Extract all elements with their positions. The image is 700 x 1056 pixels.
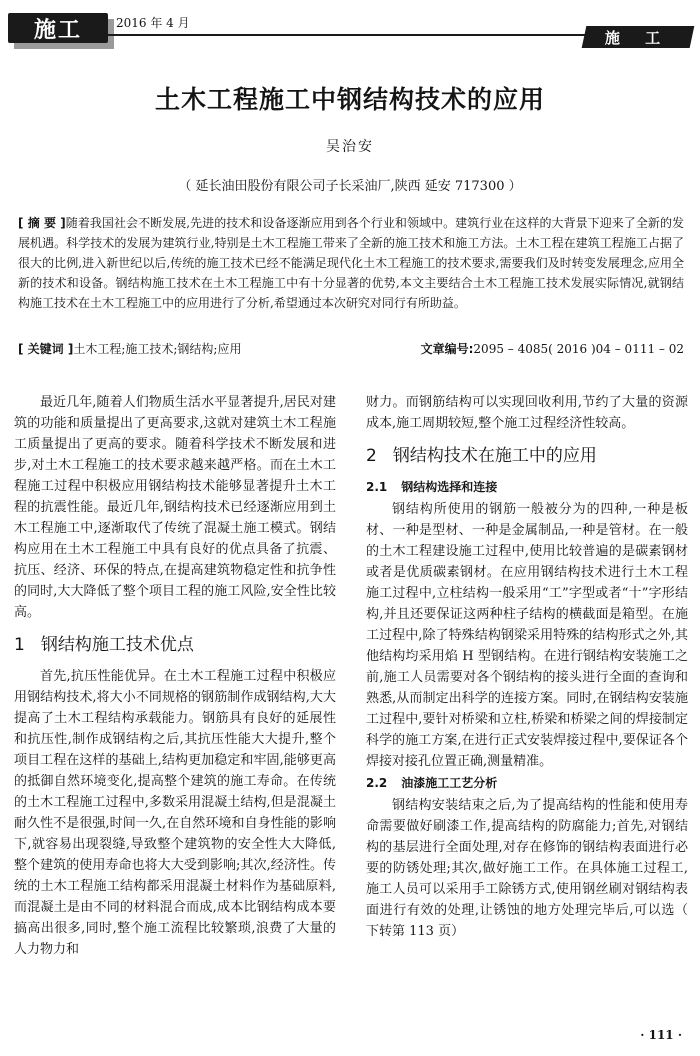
article-number-label: 文章编号: [420, 342, 474, 356]
journal-logo: 施工 [8, 13, 108, 43]
subsection-2-2-number: 2.2 [366, 776, 388, 790]
subsection-2-2-heading [366, 773, 688, 794]
keywords-line [18, 340, 684, 357]
article-number [421, 340, 684, 357]
section-2-heading [366, 446, 688, 467]
left-column [14, 392, 336, 960]
intro-paragraph: 最近几年,随着人们物质生活水平显著提升,居民对建筑的功能和质量提出了更高要求,这就对建筑土木工程施工质量提出了更高的要求。随着科学技术不断发展和进步,对土木工程施工的技术要求越来越严格。而在土木工程施工过程中积极应用钢结构技术能够显著提升土木工程的抗震性能。最近几年,钢结构技术已经逐渐应用到土木工程施工中,逐渐取代了传统了混凝土施工模式。钢结构应用在土木工程施工中具有良好的优点具备了抗震、抗压、经济、环保的特点,在提高建筑物稳定性和抗争性的同时,大大降低了整个项目工程的施工风险,安全性比较高。 [14, 395, 336, 620]
section-1-paragraph: 首先,抗压性能优异。在土木工程施工过程中积极应用钢结构技术,将大小不同规格的钢筋制作成钢结构,大大提高了土木工程结构承载能力。钢筋具有良好的延展性和抗压性,制作成钢结构之后,其抗压性能大大提升,整个项目工程在这样的基础上,结构更加稳定和牢固,能够更高的抵御自然环境变化,提高整个建筑的施工寿命。在传统的土木工程施工过程中,多数采用混凝土结构,但是混凝土耐久性不是很强,时间一久,在自然环境和自身性能的影响下,就容易出现裂缝,导致整个建筑物的安全性大大降低,整个建筑的使用寿命也将大大受到影响;其次,经济性。传统的土木工程施工结构都采用混凝土材料作为基础原料,而混凝土是由不同的材料混合而成,成本比钢结构成本要搞高出很多,同时,整个施工流程比较繁琐,浪费了大量的人力物力和 [14, 669, 336, 957]
subsection-2-2-paragraph: 钢结构安装结束之后,为了提高结构的性能和使用寿命需要做好刷漆工作,提高结构的防腐能力;首先,对钢结构的基层进行全面处理,对存在修饰的钢结构表面进行必要的防锈处理;其次,做好施工工作。在具体施工过程工,施工人员可以采用手工除锈方式,使用钢丝刷对钢结构表面进行有效的处理,让锈蚀的地方处理完毕后,可以选（ 下转第 113 页） [366, 798, 688, 939]
subsection-2-1-paragraph: 钢结构所使用的钢筋一般被分为的四种,一种是板材、一种是型材、一种是金属制品,一种是管材。在一般的土木工程建设施工过程中,使用比较普遍的是碳素钢材或者是优质碳素钢材。在应用钢结构技术进行土木工程施工过程中,立柱结构一般采用“工”字型或者“十”字形结构,并且还要保证这两种柱子结构的横截面是箱型。在施工过程中,除了特殊结构钢梁采用特殊的结构形式之外,其他结构均采用焰 H 型钢结构。在进行钢结构安装施工之前,施工人员需要对各个钢结构的接头进行全面的查询和熟悉,从而制定出科学的连接方案。同时,在钢结构安装施工过程中,要针对桥梁和立柱,桥梁和桥梁之间的焊接制定科学的施工方案,在进行正式安装焊接过程中,要保证各个焊接对接孔位置正确,测量精准。 [366, 502, 688, 769]
abstract [18, 213, 684, 313]
section-tag [582, 26, 695, 48]
keywords-label: [ 关键词 ] [18, 342, 74, 356]
section-1-number: 1 [14, 635, 25, 655]
section-2-number: 2 [366, 446, 377, 466]
keywords-text: 土木工程;施工技术;钢结构;应用 [73, 342, 242, 356]
section-1-title: 钢结构施工技术优点 [40, 635, 194, 655]
continued-paragraph: 财力。而钢筋结构可以实现回收利用,节约了大量的资源成本,施工周期较短,整个施工过程经济性较高。 [366, 395, 688, 431]
section-tag-label: 施 工 [605, 28, 671, 47]
page-header [0, 0, 700, 50]
abstract-label: [ 摘 要 ] [18, 216, 66, 230]
affiliation: （ 延长油田股份有限公司子长采油厂,陕西 延安 717300 ） [178, 179, 522, 194]
subsection-2-1-title: 钢结构选择和连接 [401, 480, 498, 494]
abstract-text: 随着我国社会不断发展,先进的技术和设备逐渐应用到各个行业和领域中。建筑行业在这样的大背景下迎来了全新的发展机遇。科学技术的发展为建筑行业,特别是土木工程施工带来了全新的施工技术和施工方法。土木工程在建筑工程施工占据了很大的比例,进入新世纪以后,传统的施工技术已经不能满足现代化土木工程施工的技术要求,需要我们及时转变发展理念,应用全新的技术和设备。钢结构施工技术在土木工程施工中有十分显著的优势,本文主要结合土木工程施工技术发展实际情况,就钢结构施工技术在土木工程施工中的应用进行了分析,希望通过本次研究对同行有所助益。 [18, 216, 684, 310]
right-column [366, 392, 688, 942]
page-number: · 111 · [640, 1028, 682, 1042]
author: 吴治安 [326, 139, 374, 155]
subsection-2-2-title: 油漆施工工艺分析 [401, 776, 498, 790]
header-rule [108, 34, 588, 36]
article-title: 土木工程施工中钢结构技术的应用 [154, 85, 545, 114]
issue-date: 2016 年 4 月 [116, 16, 190, 30]
section-1-heading [14, 635, 336, 656]
article-number-text: 2095 – 4085( 2016 )04 – 0111 – 02 [473, 342, 684, 356]
subsection-2-1-number: 2.1 [366, 480, 388, 494]
section-2-title: 钢结构技术在施工中的应用 [392, 446, 597, 466]
subsection-2-1-heading [366, 477, 688, 498]
keywords [18, 340, 241, 357]
